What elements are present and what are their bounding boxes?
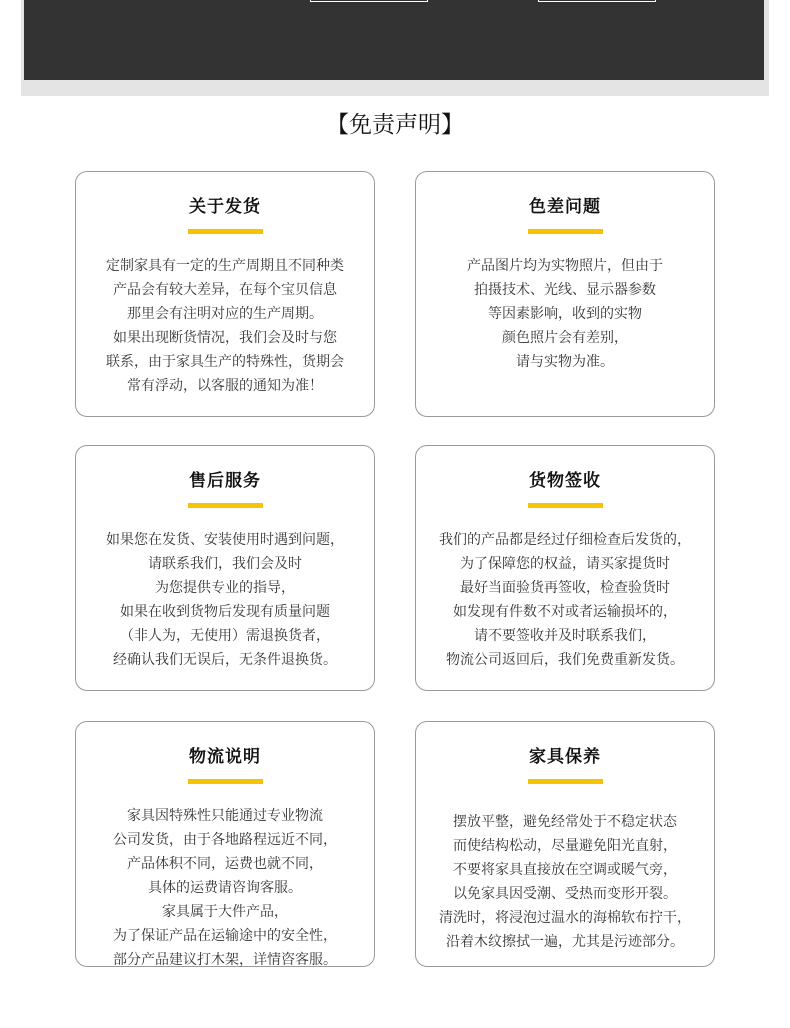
card-line: 摆放平整，避免经常处于不稳定状态 xyxy=(453,814,677,830)
card-title: 家具保养 xyxy=(529,747,601,767)
card-line: 如果您在发货、安装使用时遇到问题， xyxy=(106,532,344,548)
card-line: 产品会有较大差异，在每个宝贝信息 xyxy=(113,282,337,298)
card-title: 色差问题 xyxy=(529,197,601,217)
card-body xyxy=(76,254,374,398)
card-line: 为了保证产品在运输途中的安全性， xyxy=(113,928,337,944)
card-line: 经确认我们无误后，无条件退换货。 xyxy=(113,652,337,668)
card-after-sales xyxy=(75,445,375,691)
card-line: 等因素影响，收到的实物 xyxy=(488,306,642,322)
card-line: 部分产品建议打木架，详情咨客服。 xyxy=(113,952,337,968)
card-body xyxy=(76,804,374,972)
title-underline xyxy=(528,229,603,234)
card-delivery-receipt xyxy=(415,445,715,691)
card-line: 家具因特殊性只能通过专业物流 xyxy=(127,808,323,824)
title-underline xyxy=(188,503,263,508)
card-logistics xyxy=(75,721,375,967)
card-color-difference xyxy=(415,171,715,417)
card-title: 售后服务 xyxy=(189,471,261,491)
card-line: 常有浮动，以客服的通知为准！ xyxy=(127,378,323,394)
card-furniture-care xyxy=(415,721,715,967)
card-line: 颜色照片会有差别， xyxy=(502,330,628,346)
card-line: 家具属于大件产品， xyxy=(162,904,288,920)
card-title: 关于发货 xyxy=(189,197,261,217)
title-underline xyxy=(188,779,263,784)
card-title: 物流说明 xyxy=(189,747,261,767)
card-title: 货物签收 xyxy=(529,471,601,491)
card-line: 请联系我们，我们会及时 xyxy=(148,556,302,572)
card-line: 为了保障您的权益，请买家提货时 xyxy=(460,556,670,572)
card-line: 如果在收到货物后发现有质量问题 xyxy=(120,604,330,620)
card-line: 为您提供专业的指导， xyxy=(155,580,295,596)
card-line: 拍摄技术、光线、显示器参数 xyxy=(474,282,656,298)
card-line: 清洗时，将浸泡过温水的海棉软布拧干， xyxy=(439,910,691,926)
card-line: 请与实物为准。 xyxy=(516,354,614,370)
card-line: 如果出现断货情况，我们会及时与您 xyxy=(113,330,337,346)
disclaimer-heading: 【免责声明】 xyxy=(326,112,464,138)
card-line: 定制家具有一定的生产周期且不同种类 xyxy=(106,258,344,274)
card-line: 沿着木纹擦拭一遍，尤其是污迹部分。 xyxy=(446,934,684,950)
card-line: 产品图片均为实物照片，但由于 xyxy=(467,258,663,274)
card-line: 联系，由于家具生产的特殊性，货期会 xyxy=(106,354,344,370)
card-body xyxy=(416,810,714,954)
card-line: 如发现有件数不对或者运输损坏的， xyxy=(453,604,677,620)
card-line: 具体的运费请咨询客服。 xyxy=(148,880,302,896)
card-line: 而使结构松动，尽量避免阳光直射， xyxy=(453,838,677,854)
card-line: 公司发货，由于各地路程远近不同， xyxy=(113,832,337,848)
title-underline xyxy=(528,779,603,784)
title-underline xyxy=(528,503,603,508)
outlined-box xyxy=(538,0,656,2)
card-line: 产品体积不同，运费也就不同， xyxy=(127,856,323,872)
card-body xyxy=(76,528,374,672)
card-body xyxy=(416,254,714,374)
card-line: 请不要签收并及时联系我们， xyxy=(474,628,656,644)
card-line: 最好当面验货再签收，检查验货时 xyxy=(460,580,670,596)
card-line: 以免家具因受潮、受热而变形开裂。 xyxy=(453,886,677,902)
card-line: （非人为，无使用）需退换货者， xyxy=(120,628,330,644)
card-body xyxy=(416,528,714,672)
card-line: 我们的产品都是经过仔细检查后发货的， xyxy=(439,532,691,548)
outlined-box xyxy=(310,0,428,2)
card-line: 物流公司返回后，我们免费重新发货。 xyxy=(446,652,684,668)
card-line: 那里会有注明对应的生产周期。 xyxy=(127,306,323,322)
title-underline xyxy=(188,229,263,234)
top-banner-panel xyxy=(24,0,764,80)
card-shipping xyxy=(75,171,375,417)
card-line: 不要将家具直接放在空调或暖气旁， xyxy=(453,862,677,878)
